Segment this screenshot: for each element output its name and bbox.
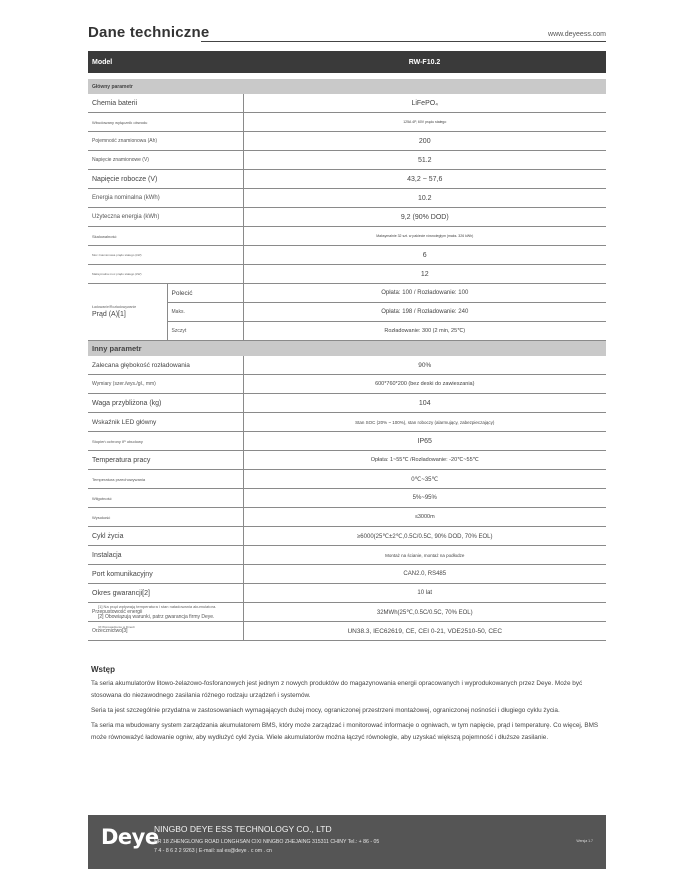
table-row (88, 584, 606, 603)
row-value: Stan SOC (20% ~ 100%), stan roboczy (alarmujący, zabezpieczający) (243, 413, 606, 432)
row-value: 12 (243, 265, 606, 284)
table-row (88, 208, 606, 227)
row-value: 0℃~35℃ (243, 470, 606, 489)
footnotes (98, 604, 216, 634)
table-row (88, 113, 606, 132)
row-value: 6 (243, 246, 606, 265)
row-label: Wbudowany wyłącznik obwodu (88, 113, 243, 132)
model-value: RW-F10.2 (243, 51, 606, 73)
section-main-title: Główny parametr (88, 79, 606, 94)
table-row (88, 413, 606, 432)
row-value: 600*760*200 (bez deski do zawieszania) (243, 375, 606, 394)
row-label: Okres gwarancji[2] (88, 584, 243, 603)
table-row (88, 265, 606, 284)
row-value: IP65 (243, 432, 606, 451)
row-value: Opłata: 198 / Rozładowanie: 240 (243, 303, 606, 322)
row-label: Moc znamionowa prądu stałego (kW) (88, 246, 243, 265)
row-value: 200 (243, 132, 606, 151)
section-other-title: Inny parametr (88, 341, 606, 357)
footnote-2: [2] Obowiązują warunki, patrz gwarancja firmy Deye. (98, 614, 215, 620)
row-value: Montaż na ścianie, montaż na podłodze (243, 546, 606, 565)
introduction (91, 665, 606, 747)
intro-paragraph: Ta seria akumulatorów litowo-żelazowo-fosforanowych jest jednym z nowych produktów do magazynowania energii opracowanych i wyprodukowanych przez Deye. Może być stosowana do niezawodnego zasilania różnego rodzaju urządzeń i systemów. (91, 680, 583, 699)
row-label: Polecić (167, 284, 243, 303)
row-label: Pojemność znamionowa (Ah) (88, 132, 243, 151)
table-row (88, 132, 606, 151)
row-value: 10.2 (243, 189, 606, 208)
row-value: 104 (243, 394, 606, 413)
table-row (88, 246, 606, 265)
model-label: Model (88, 51, 243, 73)
intro-paragraph: Ta seria ma wbudowany system zarządzania akumulatorem BMS, który może zarządzać i monitorować informacje o ogniwach, w tym napięcie, prąd i temperaturę. Co więcej, BMS może równoważyć ładowanie ogniw, aby wydłużyć cykl życia. Wiele akumulatorów można łączyć równolegle, aby uzyskać większą pojemność i dłuższe zasilanie. (91, 722, 599, 741)
row-label: Stopień ochrony IP obudowy (88, 432, 243, 451)
current-group-main: Prąd (A)[1] (92, 311, 126, 318)
section-main (88, 79, 606, 94)
row-label: Wymiary (szer./wys./gł., mm) (88, 375, 243, 394)
section-other (88, 341, 606, 357)
row-label: Napięcie robocze (V) (88, 170, 243, 189)
row-label: Szczyt (167, 322, 243, 341)
row-value: 9,2 (90% DOD) (243, 208, 606, 227)
website-link[interactable]: www.deyeess.com (548, 31, 606, 38)
version-label: Wersja 1.7 (576, 839, 593, 843)
row-value: ≤3000m (243, 508, 606, 527)
row-value: Maksymalnie 32 szt. w pakiecie równoległym (maks. 326 kWh) (243, 227, 606, 246)
row-label: Orzecznictwo[3] (88, 622, 243, 641)
spec-table (88, 51, 606, 641)
company-address (154, 838, 484, 856)
table-row (88, 508, 606, 527)
table-row (88, 284, 606, 303)
table-row (88, 565, 606, 584)
table-row (88, 470, 606, 489)
address-line: NR 18 ZHENGLONG ROAD LONGHSAN CIXI NINGBO ZHEJAING 315311 CHINY Tel.: + 86 - 05 (154, 839, 380, 845)
row-value: 43,2 ~ 57,6 (243, 170, 606, 189)
table-row (88, 189, 606, 208)
row-label: Zalecana głębokość rozładowania (88, 356, 243, 375)
row-label: Napięcie znamionowe (V) (88, 151, 243, 170)
row-value: 32MWh(25℃,0.5C/0.5C, 70% EOL) (243, 603, 606, 622)
footnote-1: [1] Na prąd wpływają temperatura i stan naładowania akumulatora. (98, 604, 217, 609)
row-label: Wilgotność (88, 489, 243, 508)
contact-line: 7 4 - 8 6 2 2 9263 | E-mail: sal es@deye . c om . cn (154, 848, 272, 854)
footnote-3: [3] Wprowadzenie w Dmedi (98, 625, 135, 629)
row-label: Maks. (167, 303, 243, 322)
table-row (88, 546, 606, 565)
row-label: Maksymalna moc prądu stałego (kW) (88, 265, 243, 284)
intro-paragraph: Seria ta jest szczególnie przydatna w zastosowaniach wymagających dużej mocy, ograniczonej przestrzeni montażowej, ograniczonej nośności i długiego cyklu życia. (91, 707, 560, 714)
row-label: Waga przybliżona (kg) (88, 394, 243, 413)
row-label: Cykl życia (88, 527, 243, 546)
page-header (88, 24, 606, 44)
current-group-small: Ładowanie/Rozładowywanie (92, 305, 137, 309)
row-label: Port komunikacyjny (88, 565, 243, 584)
row-value: 51.2 (243, 151, 606, 170)
row-value: Opłata: 100 / Rozładowanie: 100 (243, 284, 606, 303)
deye-logo: Deye (101, 825, 159, 849)
row-value: 10 lat (243, 584, 606, 603)
table-row (88, 227, 606, 246)
row-value: LiFePO₄ (243, 94, 606, 113)
table-row (88, 94, 606, 113)
row-value: 5%~95% (243, 489, 606, 508)
company-name: NINGBO DEYE ESS TECHNOLOGY CO., LTD (154, 824, 332, 834)
row-value: 90% (243, 356, 606, 375)
row-value: 125A 4P, 60V prądu stałego (243, 113, 606, 132)
row-label: Skalowalność (88, 227, 243, 246)
page-title: Dane techniczne (88, 24, 210, 41)
intro-heading: Wstęp (91, 665, 115, 674)
table-row (88, 527, 606, 546)
table-row (88, 356, 606, 375)
title-rule (201, 41, 606, 42)
row-label: Instalacja (88, 546, 243, 565)
row-value: ≥6000(25℃±2℃,0.5C/0.5C, 90% DOD, 70% EOL) (243, 527, 606, 546)
row-label: Temperatura pracy (88, 451, 243, 470)
model-row (88, 51, 606, 73)
row-label: Energia nominalna (kWh) (88, 189, 243, 208)
table-row (88, 489, 606, 508)
table-row (88, 170, 606, 189)
row-value: UN38.3, IEC62619, CE, CEI 0-21, VDE2510-50, CEC (243, 622, 606, 641)
row-label: Przepustowość energii (88, 603, 243, 622)
row-label: Wskaźnik LED główny (88, 413, 243, 432)
row-value: Rozładowanie: 300 (2 min, 25℃) (243, 322, 606, 341)
row-label: Użyteczna energia (kWh) (88, 208, 243, 227)
row-value: Opłata: 1~55℃ /Rozładowanie: -20℃~55℃ (243, 451, 606, 470)
table-row (88, 432, 606, 451)
row-value: CAN2.0, RS485 (243, 565, 606, 584)
table-row (88, 394, 606, 413)
table-row (88, 375, 606, 394)
row-label: Temperatura przechowywania (88, 470, 243, 489)
table-row (88, 451, 606, 470)
row-label: Wysokość (88, 508, 243, 527)
row-label: Chemia baterii (88, 94, 243, 113)
current-group-label (88, 284, 167, 341)
table-row (88, 151, 606, 170)
footer (88, 815, 606, 869)
